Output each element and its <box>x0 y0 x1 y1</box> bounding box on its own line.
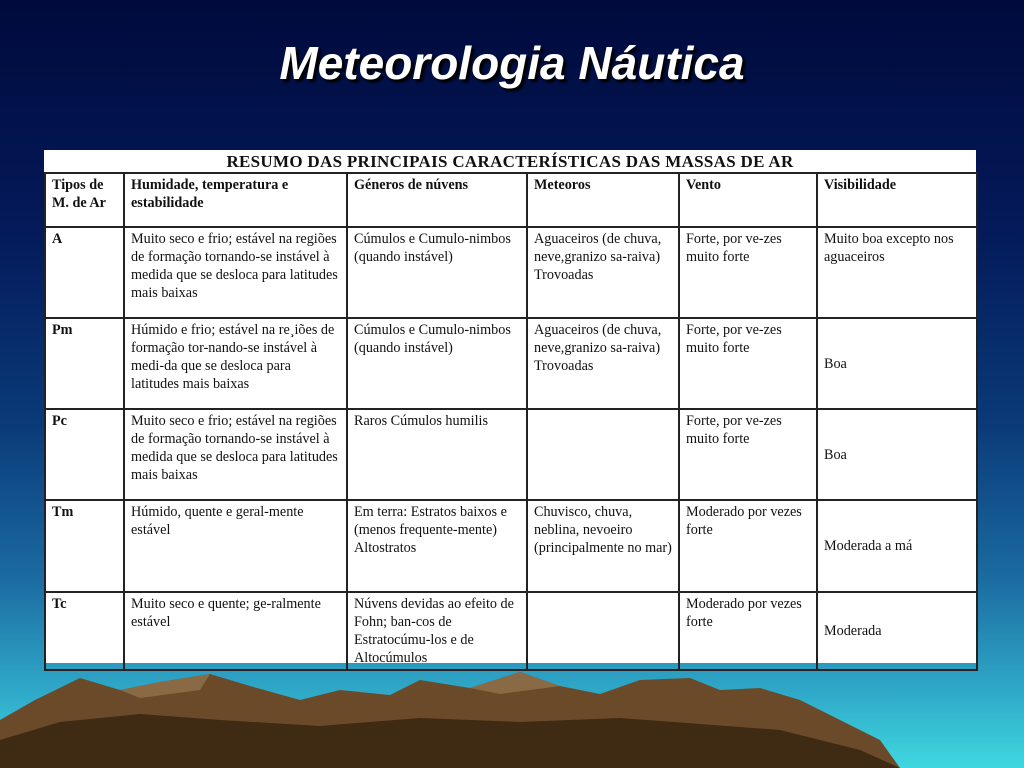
cell-humidity: Muito seco e quente; ge-ralmente estável <box>124 592 347 670</box>
header-clouds: Géneros de núvens <box>347 173 527 227</box>
header-type: Tipos de M. de Ar <box>45 173 124 227</box>
cell-clouds: Cúmulos e Cumulo-nimbos (quando instável) <box>347 318 527 409</box>
cell-visibility: Moderada a má <box>817 500 977 592</box>
table-row <box>45 592 977 670</box>
cell-type: Pc <box>45 409 124 500</box>
cell-clouds: Em terra: Estratos baixos e (menos frequente-mente) Altostratos <box>347 500 527 592</box>
cell-humidity: Húmido, quente e geral-mente estável <box>124 500 347 592</box>
slide-title: Meteorologia Náutica <box>279 37 745 89</box>
cell-visibility: Muito boa excepto nos aguaceiros <box>817 227 977 318</box>
cell-meteors: Chuvisco, chuva, neblina, nevoeiro (principalmente no mar) <box>527 500 679 592</box>
table-row <box>45 227 977 318</box>
header-meteors: Meteoros <box>527 173 679 227</box>
cell-meteors: Aguaceiros (de chuva, neve,granizo sa-raiva) Trovoadas <box>527 318 679 409</box>
cell-clouds: Raros Cúmulos humilis <box>347 409 527 500</box>
header-humidity: Humidade, temperatura e estabilidade <box>124 173 347 227</box>
cell-meteors <box>527 592 679 670</box>
cell-type: Tm <box>45 500 124 592</box>
cell-humidity: Muito seco e frio; estável na regiões de formação tornando-se instável à medida que se desloca para latitudes mais baixas <box>124 409 347 500</box>
cell-wind: Forte, por ve-zes muito forte <box>679 318 817 409</box>
cell-type: Tc <box>45 592 124 670</box>
cell-wind: Moderado por vezes forte <box>679 500 817 592</box>
header-wind: Vento <box>679 173 817 227</box>
mountain-range-decoration <box>0 660 1024 768</box>
table-header-row <box>45 173 977 227</box>
cell-wind: Forte, por ve-zes muito forte <box>679 227 817 318</box>
cell-visibility: Boa <box>817 318 977 409</box>
cell-type: Pm <box>45 318 124 409</box>
cell-humidity: Húmido e frio; estável na re¸iões de formação tor-nando-se instável à medi-da que se desloca para latitudes mais baixas <box>124 318 347 409</box>
cell-humidity: Muito seco e frio; estável na regiões de formação tornando-se instável à medida que se desloca para latitudes mais baixas <box>124 227 347 318</box>
air-masses-table-image <box>44 150 976 666</box>
cell-wind: Forte, por ve-zes muito forte <box>679 409 817 500</box>
cell-clouds: Núvens devidas ao efeito de Fohn; ban-cos de Estratocúmu-los e de Altocúmulos <box>347 592 527 670</box>
table-row <box>45 500 977 592</box>
cell-wind: Moderado por vezes forte <box>679 592 817 670</box>
air-masses-table <box>44 172 978 671</box>
cell-meteors: Aguaceiros (de chuva, neve,granizo sa-raiva) Trovoadas <box>527 227 679 318</box>
cell-visibility: Moderada <box>817 592 977 670</box>
cell-meteors <box>527 409 679 500</box>
cell-clouds: Cúmulos e Cumulo-nimbos (quando instável) <box>347 227 527 318</box>
cell-visibility: Boa <box>817 409 977 500</box>
table-row <box>45 409 977 500</box>
table-row <box>45 318 977 409</box>
cell-type: A <box>45 227 124 318</box>
table-caption: RESUMO DAS PRINCIPAIS CARACTERÍSTICAS DAS MASSAS DE AR <box>226 152 794 171</box>
header-visibility: Visibilidade <box>817 173 977 227</box>
